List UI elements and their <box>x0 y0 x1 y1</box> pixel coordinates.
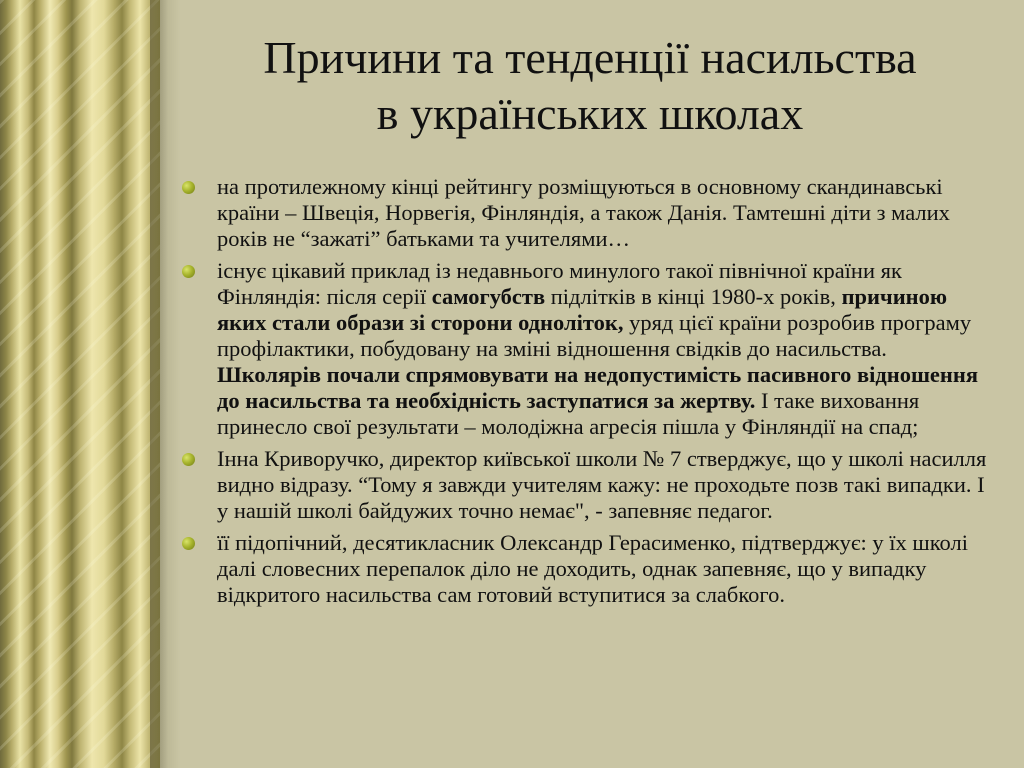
bullet-dot-icon <box>182 453 195 466</box>
slide-title-line-1: Причини та тенденції насильства <box>263 32 917 83</box>
text-segment: її підопічний, десятикласник Олександр Герасименко, підтверджує: у їх школі далі словесних перепалок діло не доходить, однак запевняє, що у випадку відкритого насильства сам готовий вступитися за слабкого. <box>217 530 968 607</box>
bullet-text <box>217 446 990 524</box>
bullet-item-3 <box>180 446 990 524</box>
bullet-item-4 <box>180 530 990 608</box>
pillar-shadow <box>150 0 180 768</box>
bullet-item-1 <box>180 174 990 252</box>
bullet-text <box>217 530 990 608</box>
slide-title <box>180 30 1000 142</box>
bullet-dot-icon <box>182 537 195 550</box>
text-segment: Інна Криворучко, директор київської школи № 7 стверджує, що у школі насилля видно відразу. “Тому я завжди учителям кажу: не проходьте позв такі випадки. І у нашій школі байдужих точно немає", - запевняє педагог. <box>217 446 987 523</box>
decorative-gold-pillar <box>0 0 160 768</box>
bold-segment: причиною яких стали образи зі сторони одноліток, <box>217 284 948 335</box>
bullet-dot-icon <box>182 265 195 278</box>
slide-title-line-2: в українських школах <box>376 88 804 139</box>
bullet-dot-icon <box>182 181 195 194</box>
bullet-item-2 <box>180 258 990 440</box>
text-segment: І таке виховання принесло свої результати – молодіжна агресія пішла у Фінляндії на спад; <box>217 388 920 439</box>
text-segment: уряд цієї країни розробив програму профілактики, побудовану на зміні відношення свідків до насильства. <box>217 310 972 361</box>
bullet-text <box>217 258 990 440</box>
text-segment: існує цікавий приклад із недавнього минулого такої північної країни як Фінляндія: після серії <box>217 258 902 309</box>
bullet-list <box>180 174 990 614</box>
bullet-text <box>217 174 990 252</box>
text-segment: на протилежному кінці рейтингу розміщуються в основному скандинавські країни – Швеція, Норвегія, Фінляндія, а також Данія. Тамтешні діти з малих років не “зажаті” батьками та учителями… <box>217 174 950 251</box>
bold-segment: Школярів почали спрямовувати на недопустимість пасивного відношення до насильства та необхідність заступатися за жертву. <box>217 362 979 413</box>
text-segment: підлітків в кінці 1980-х років, <box>545 284 842 309</box>
bold-segment: самогубств <box>431 284 546 309</box>
slide <box>180 0 1000 768</box>
